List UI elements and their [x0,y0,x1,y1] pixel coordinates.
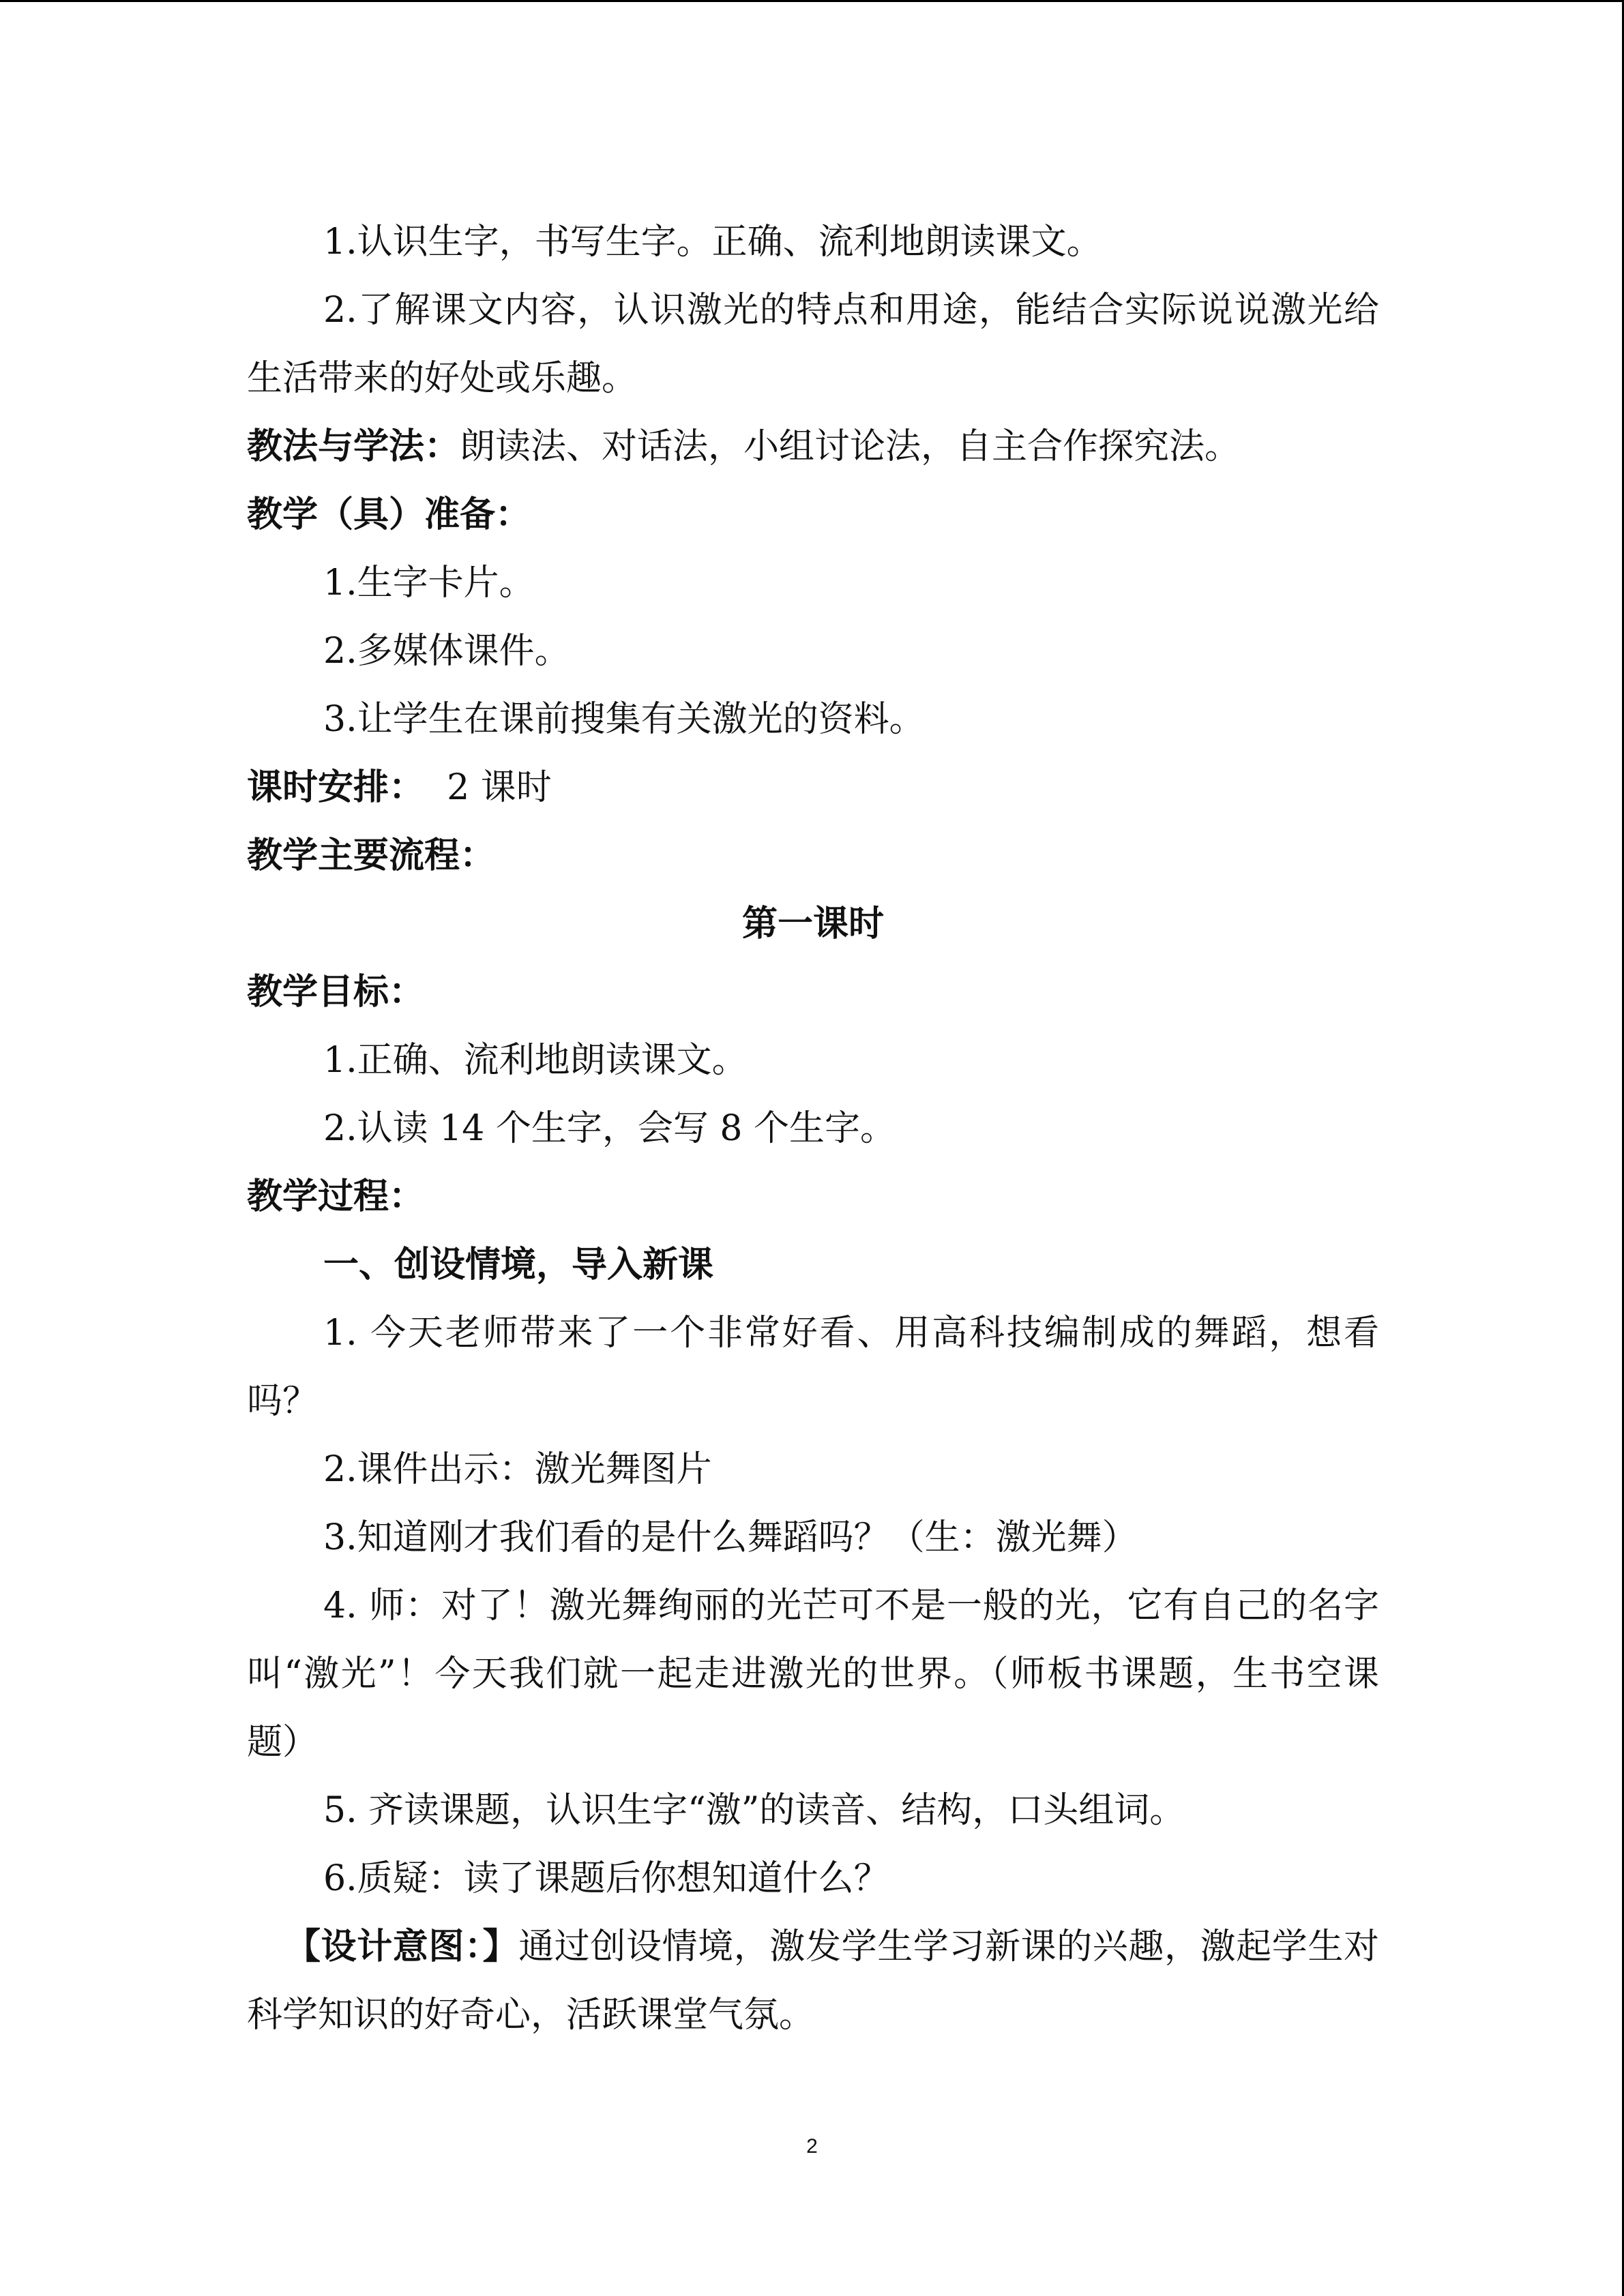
step-5: 5. 齐读课题，认识生字“激”的读音、结构，口头组词。 [323,1790,1185,1831]
goals-heading: 教学目标： [247,972,425,1013]
preparation-heading: 教学（具）准备： [247,494,531,535]
page-content [247,208,1379,2049]
process-heading: 教学主要流程： [247,835,496,876]
methods-label: 教法与学法： [247,426,460,467]
methods-line [247,413,1379,481]
preparation-item-3: 3.让学生在课前搜集有关激光的资料。 [323,699,925,740]
schedule-line [247,754,1379,822]
section-title: 一、创设情境，导入新课 [323,1244,714,1285]
step-2: 2.课件出示：激光舞图片 [323,1449,712,1490]
preparation-item-2: 2.多媒体课件。 [323,631,570,672]
step-6: 6.质疑：读了课题后你想知道什么？ [323,1858,889,1899]
lesson-title: 第一课时 [741,904,884,944]
design-intent-label: 【设计意图：】 [285,1926,519,1967]
goal-item-2: 2.认读 14 个生字，会写 8 个生字。 [323,1108,896,1149]
step-4: 4. 师：对了！激光舞绚丽的光芒可不是一般的光，它有自己的名字叫“激光”！今天我们就一起走进激光的世界。（师板书课题，生书空课题） [247,1585,1379,1763]
step-1: 1. 今天老师带来了一个非常好看、用高科技编制成的舞蹈，想看吗？ [247,1313,1379,1422]
design-intent-text: 通过创设情境，激发学生学习新课的兴趣，激起学生对科学知识的好奇心，活跃课堂气氛。 [247,1926,1379,2036]
schedule-label: 课时安排： [247,767,425,808]
schedule-value: 2 课时 [424,767,552,808]
preparation-item-1: 1.生字卡片。 [323,563,535,603]
design-intent [247,1913,1379,2049]
page-number: 2 [806,2135,818,2158]
intro-goal-2: 2.了解课文内容，认识激光的特点和用途，能结合实际说说激光给生活带来的好处或乐趣。 [247,290,1379,399]
goal-item-1: 1.正确、流利地朗读课文。 [323,1040,748,1081]
intro-goal-1: 1.认识生字，书写生字。正确、流利地朗读课文。 [323,222,1102,263]
methods-text: 朗读法、对话法，小组讨论法，自主合作探究法。 [460,426,1241,467]
step-3: 3.知道刚才我们看的是什么舞蹈吗？（生：激光舞） [323,1517,1138,1558]
teaching-process-heading: 教学过程： [247,1176,425,1217]
